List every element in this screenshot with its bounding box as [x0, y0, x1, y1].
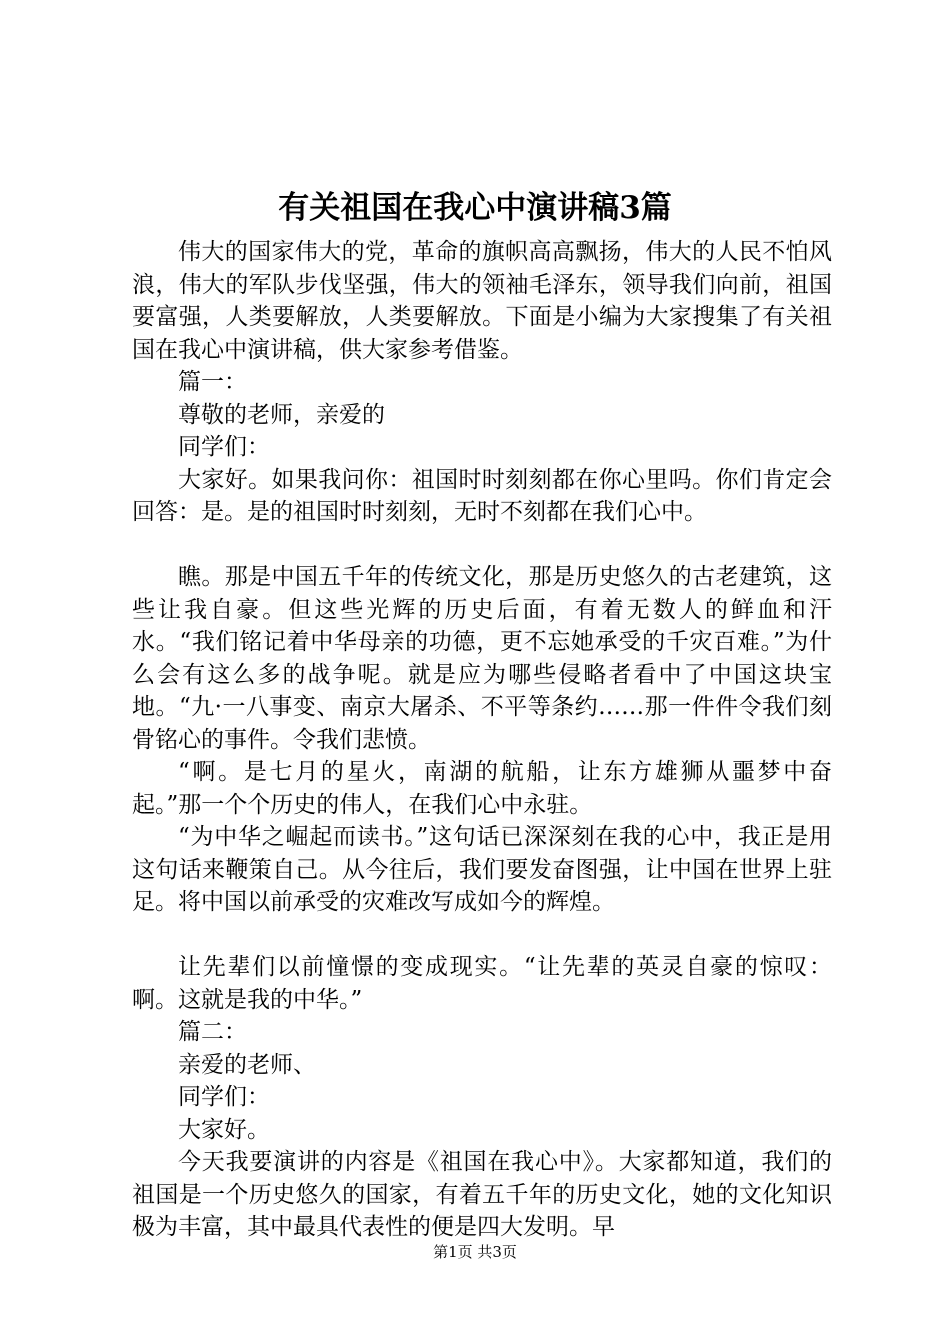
document-title: 有关祖国在我心中演讲稿3篇	[278, 190, 672, 226]
paragraph: “啊。是七月的星火，南湖的航船，让东方雄狮从噩梦中奋起。”那一个个历史的伟人，在我们心中永驻。	[132, 759, 832, 818]
section-heading-2: 篇二：	[178, 1019, 247, 1045]
paragraph: 让先辈们以前憧憬的变成现实。“让先辈的英灵自豪的惊叹：啊。这就是我的中华。”	[132, 954, 832, 1013]
salutation: 同学们：	[178, 434, 270, 460]
section-heading-1: 篇一：	[178, 369, 247, 395]
paragraph: 大家好。如果我问你：祖国时时刻刻都在你心里吗。你们肯定会回答：是。是的祖国时时刻刻，无时不刻都在我们心中。	[132, 466, 832, 525]
salutation: 亲爱的老师、	[178, 1051, 316, 1078]
paragraph-intro: 伟大的国家伟大的党，革命的旗帜高高飘扬，伟大的人民不怕风浪，伟大的军队步伐坚强，伟大的领袖毛泽东，领导我们向前，祖国要富强，人类要解放，人类要解放。下面是小编为大家搜集了有关祖国在我心中演讲稿，供大家参考借鉴。	[132, 239, 832, 363]
salutation: 同学们：	[178, 1084, 270, 1110]
salutation: 尊敬的老师，亲爱的	[178, 401, 385, 428]
greeting: 大家好。	[178, 1116, 270, 1143]
paragraph: 今天我要演讲的内容是《祖国在我心中》。大家都知道，我们的祖国是一个历史悠久的国家，有着五千年的历史文化，她的文化知识极为丰富，其中最具代表性的便是四大发明。早	[132, 1149, 832, 1240]
document-body	[132, 236, 832, 1244]
paragraph: “为中华之崛起而读书。”这句话已深深刻在我的心中，我正是用这句话来鞭策自己。从今往后，我们要发奋图强，让中国在世界上驻足。将中国以前承受的灾难改写成如今的辉煌。	[132, 824, 832, 915]
paragraph: 瞧。那是中国五千年的传统文化，那是历史悠久的古老建筑，这些让我自豪。但这些光辉的历史后面，有着无数人的鲜血和汗水。“我们铭记着中华母亲的功德，更不忘她承受的千灾百难。”为什么会有这么多的战争呢。就是应为哪些侵略者看中了中国这块宝地。“九·一八事变、南京大屠杀、不平等条约……那一件件令我们刻骨铭心的事件。令我们悲愤。	[132, 564, 832, 753]
page-number: 第1页 共3页	[433, 1243, 517, 1261]
